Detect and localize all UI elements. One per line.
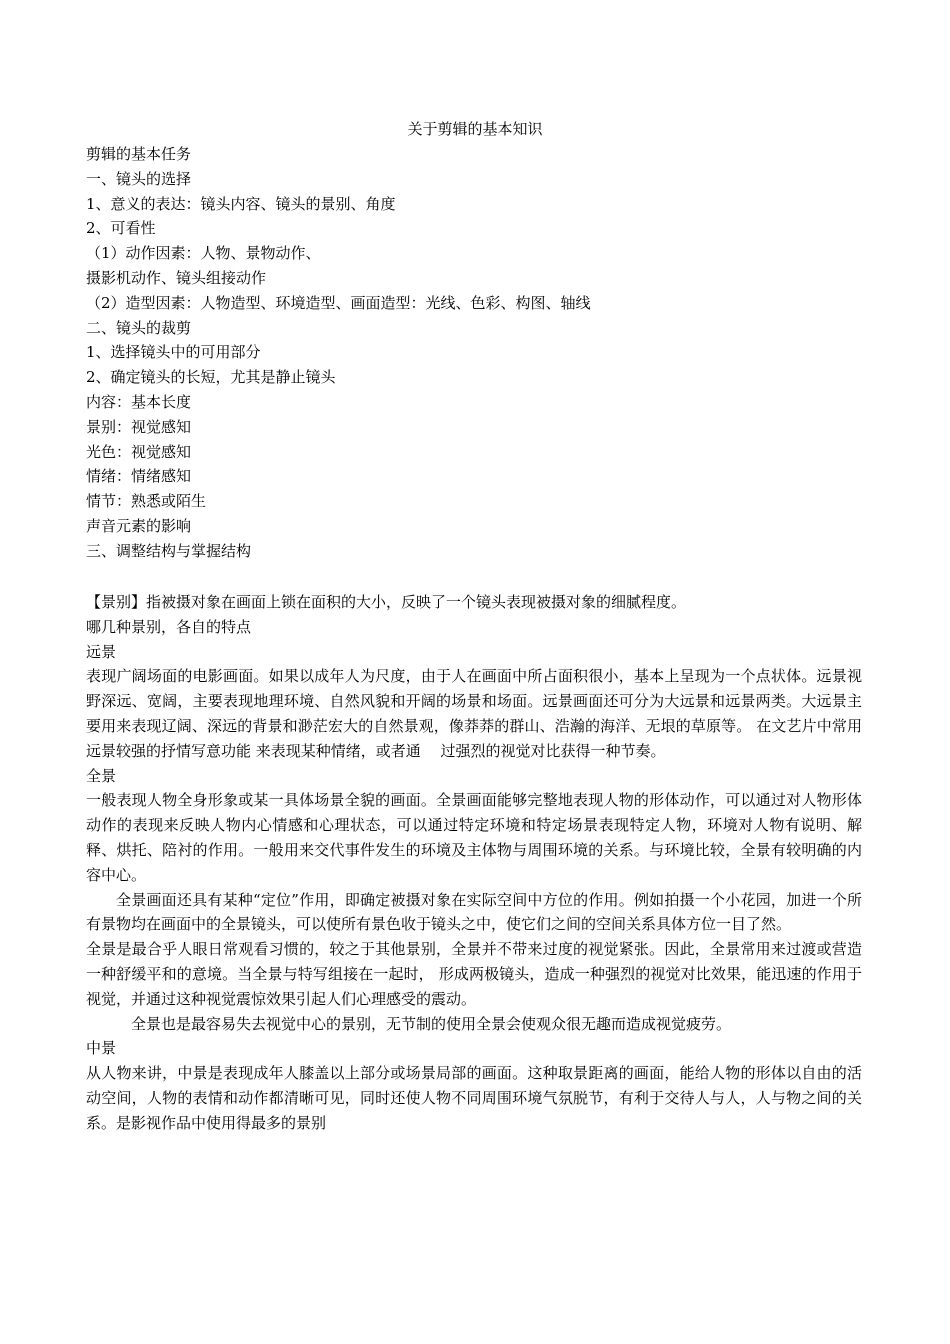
outline-line: 内容：基本长度	[86, 392, 192, 411]
full-shot-paragraph-3: 全景是最合乎人眼日常观看习惯的，较之于其他景别，全景并不带来过度的视觉紧张。因此，全景常用来过渡或营造一种舒缓平和的意境。当全景与特写组接在一起时， 形成两极镜头，造成一种强烈的视觉对比效果，能迅速的作用于视觉，并通过这种视觉震惊效果引起人们心理感受的震动。	[86, 940, 862, 1008]
outline-line: 三、调整结构与掌握结构	[86, 541, 252, 560]
far-shot-heading: 远景	[86, 642, 117, 661]
outline-line: 1、选择镜头中的可用部分	[86, 343, 261, 362]
outline-line: 2、可看性	[86, 219, 156, 238]
shot-size-section	[86, 590, 862, 1136]
outline-line: 剪辑的基本任务	[86, 145, 192, 163]
outline-line: 声音元素的影响	[86, 516, 192, 535]
outline-line: 摄影机动作、镜头组接动作	[86, 268, 267, 287]
full-shot-paragraph-4: 全景也是最容易失去视觉中心的景别，无节制的使用全景会使观众很无趣而造成视觉疲劳。	[131, 1014, 732, 1033]
full-shot-heading: 全景	[86, 766, 117, 785]
outline-line: 2、确定镜头的长短，尤其是静止镜头	[86, 368, 336, 387]
outline-line: 二、镜头的裁剪	[86, 318, 192, 337]
outline-line: 光色：视觉感知	[86, 442, 192, 461]
medium-shot-paragraph: 从人物来讲，中景是表现成年人膝盖以上部分或场景局部的画面。这种取景距离的画面，能给人物的形体以自由的活动空间，人物的表情和动作都清晰可见，同时还使人物不同周围环境气氛脱节，有利于交待人与人，人与物之间的关系。是影视作品中使用得最多的景别	[86, 1064, 862, 1132]
shot-size-question: 哪几种景别，各自的特点	[86, 617, 252, 636]
outline-line: 1、意义的表达：镜头内容、镜头的景别、角度	[86, 194, 396, 213]
outline-line: （1）动作因素：人物、景物动作、	[86, 244, 321, 263]
shot-size-definition: 【景别】指被摄对象在画面上锁在面积的大小，反映了一个镜头表现被摄对象的细腻程度。	[86, 593, 687, 611]
outline-line: 景别：视觉感知	[86, 417, 192, 436]
outline-line: （2）造型因素：人物造型、环境造型、画面造型：光线、色彩、构图、轴线	[86, 293, 591, 312]
outline-line: 一、镜头的选择	[86, 169, 192, 188]
medium-shot-heading: 中景	[86, 1039, 117, 1058]
outline-line: 情绪：情绪感知	[86, 467, 192, 486]
outline-line: 情节：熟悉或陌生	[86, 492, 207, 511]
full-shot-paragraph-1: 一般表现人物全身形象或某一具体场景全貌的画面。全景画面能够完整地表现人物的形体动作，可以通过对人物形体动作的表现来反映人物内心情感和心理状态，可以通过特定环境和特定场景表现特定人物，环境对人物有说明、解释、烘托、陪衬的作用。一般用来交代事件发生的环境及主体物与周围环境的关系。与环境比较，全景有较明确的内容中心。	[86, 791, 862, 884]
full-shot-paragraph-2: 全景画面还具有某种“定位”作用，即确定被摄对象在实际空间中方位的作用。例如拍摄一个小花园，加进一个所有景物均在画面中的全景镜头，可以使所有景色收于镜头之中，使它们之间的空间关系具体方位一目了然。	[86, 890, 862, 934]
document-title: 关于剪辑的基本知识	[407, 120, 543, 138]
far-shot-paragraph: 表现广阔场面的电影画面。如果以成年人为尺度，由于人在画面中所占面积很小，基本上呈现为一个点状体。远景视野深远、宽阔，主要表现地理环境、自然风貌和开阔的场景和场面。远景画面还可分为大远景和远景两类。大远景主要用来表现辽阔、深远的背景和渺茫宏大的自然景观，像莽莽的群山、浩瀚的海洋、无垠的草原等。 在文艺片中常用远景较强的抒情写意功能 来表现某种情绪，或者通 过强烈的视觉对比获得一种节奏。	[86, 667, 862, 760]
task-outline	[86, 142, 876, 564]
